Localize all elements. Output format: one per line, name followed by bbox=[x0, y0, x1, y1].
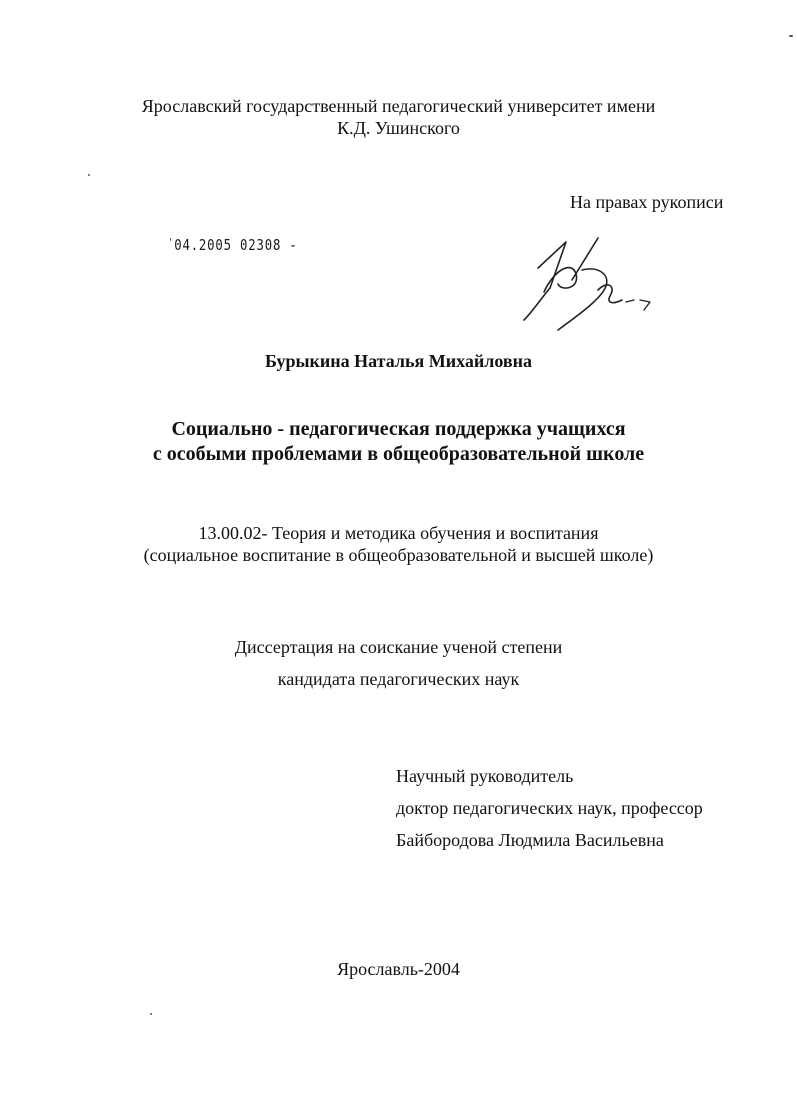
scan-speck bbox=[88, 174, 90, 176]
place-year: Ярославль-2004 bbox=[337, 959, 460, 979]
institution-line-1: Ярославский государственный педагогический университет имени bbox=[141, 96, 656, 116]
library-stamp-number: 04.2005 02308 bbox=[174, 236, 282, 254]
author-name: Бурыкина Наталья Михайловна bbox=[265, 351, 532, 371]
supervisor-name: Байбородова Людмила Васильевна bbox=[396, 830, 664, 850]
library-stamp: '04.2005 02308 - bbox=[168, 236, 298, 254]
specialty-line-2: (социальное воспитание в общеобразовательной и высшей школе) bbox=[143, 545, 654, 565]
signature-image bbox=[510, 230, 670, 340]
rights-note: На правах рукописи bbox=[570, 192, 724, 212]
degree-line-1: Диссертация на соискание ученой степени bbox=[234, 637, 563, 657]
supervisor-label: Научный руководитель bbox=[396, 766, 574, 786]
dissertation-title-line-1: Социально - педагогическая поддержка учащихся bbox=[171, 418, 626, 440]
supervisor-rank: доктор педагогических наук, профессор bbox=[396, 798, 703, 818]
institution-line-2: К.Д. Ушинского bbox=[337, 118, 460, 138]
specialty-line-1: 13.00.02- Теория и методика обучения и воспитания bbox=[198, 523, 599, 543]
degree-line-2: кандидата педагогических наук bbox=[277, 669, 520, 689]
dissertation-title-line-2: с особыми проблемами в общеобразовательной школе bbox=[152, 443, 645, 465]
scan-speck bbox=[789, 35, 793, 37]
scan-speck bbox=[150, 1013, 152, 1015]
